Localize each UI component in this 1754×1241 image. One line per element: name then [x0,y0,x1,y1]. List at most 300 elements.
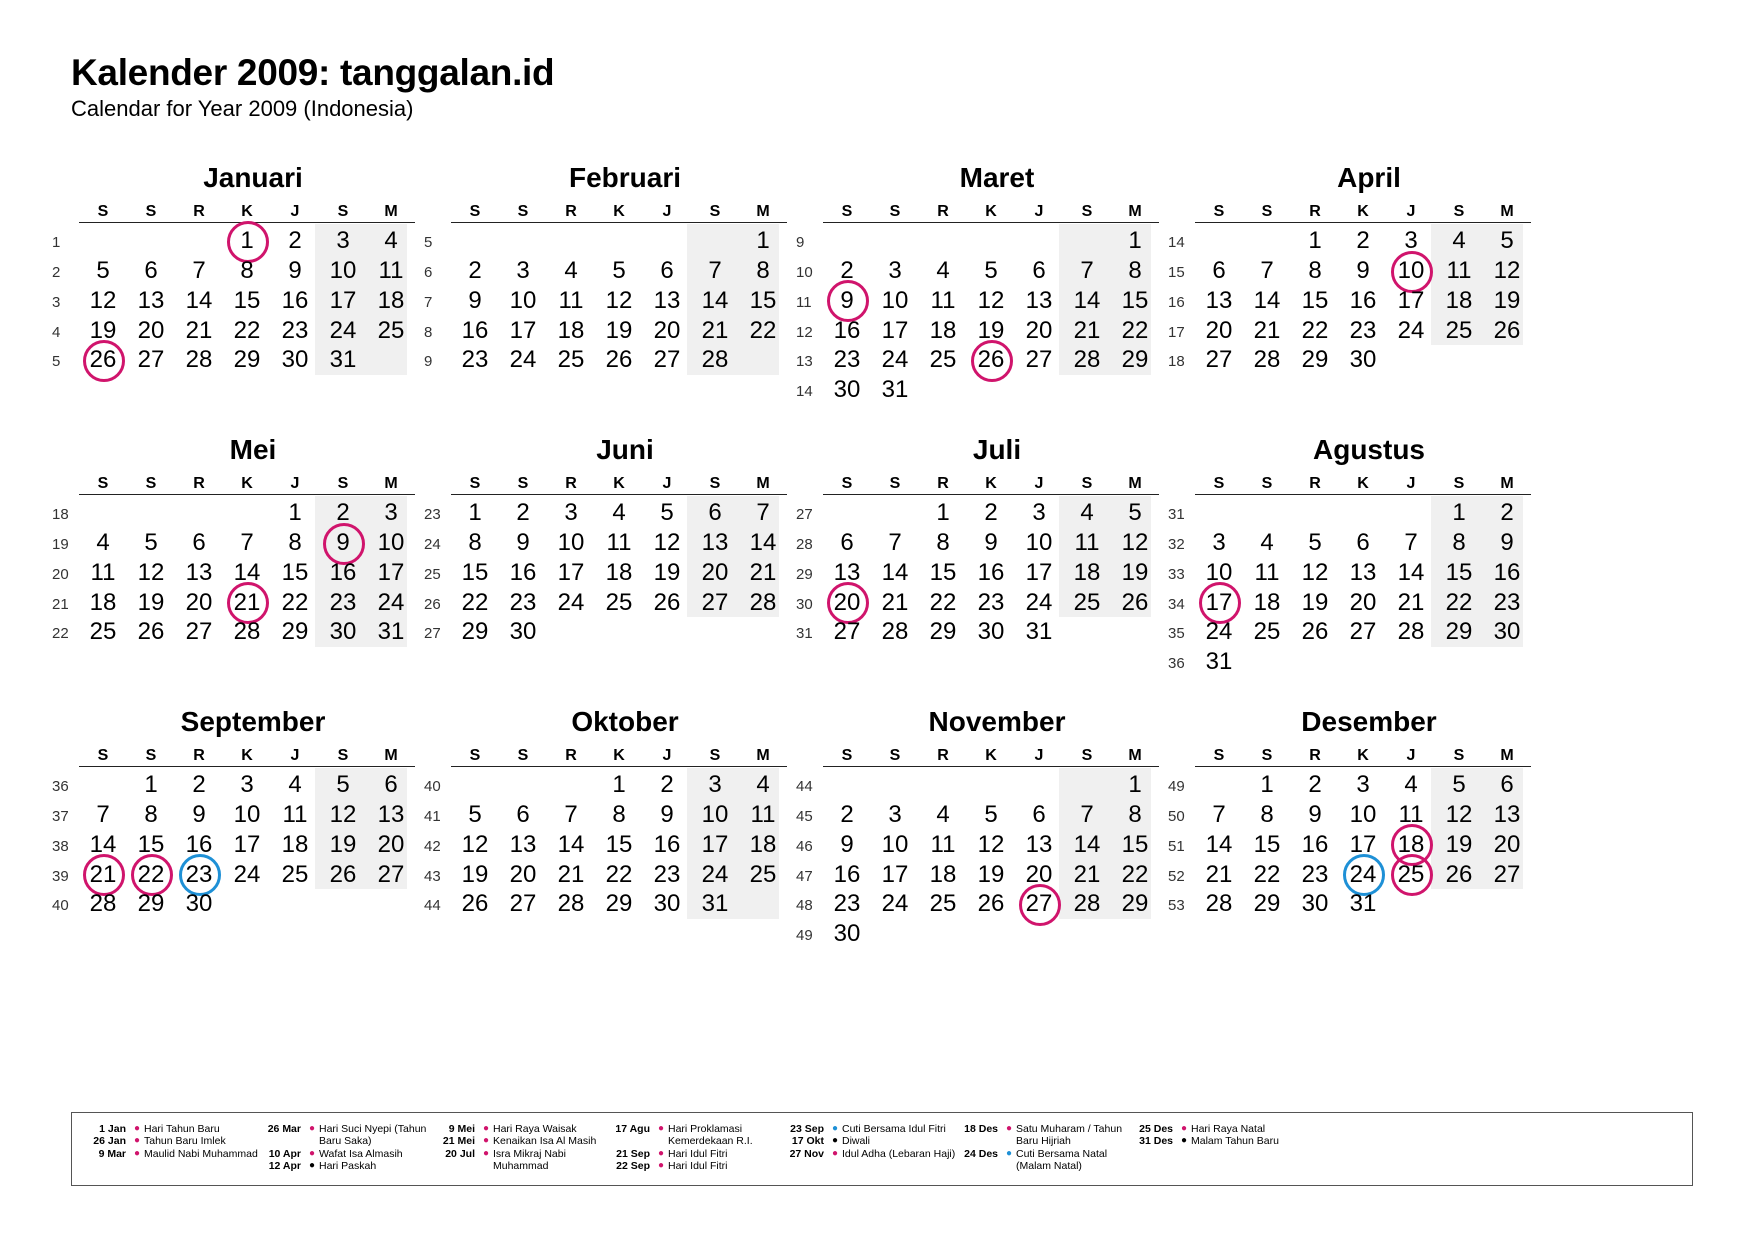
day-cell: 26 [1445,860,1473,888]
day-cell: 5 [96,257,110,285]
day-cell: 3 [888,801,902,829]
day-cell: 15 [749,286,777,314]
week-number: 17 [1168,323,1185,341]
week-row [47,224,467,258]
week-row [47,526,467,560]
day-cell: 12 [461,830,489,858]
week-number: 24 [424,536,441,554]
weekday-label: S [1453,203,1465,220]
day-cell: 31 [701,890,729,918]
weekday-label: K [241,203,253,220]
day-cell: 24 [329,316,357,344]
day-cell: 29 [137,890,165,918]
day-cell: 10 [1205,558,1233,586]
week-row [1163,496,1583,530]
day-cell: 16 [833,316,861,344]
day-cell: 29 [1445,618,1473,646]
day-cell: 14 [701,286,729,314]
day-cell: 18 [605,558,633,586]
week-number: 9 [796,234,805,252]
day-cell: 17 [557,558,585,586]
day-cell: 8 [756,257,770,285]
day-cell: 27 [1025,346,1053,374]
week-row [1163,343,1583,377]
week-number: 50 [1168,808,1185,826]
week-number: 16 [1168,293,1185,311]
day-cell: 20 [185,588,213,616]
legend-bullet-icon: ● [832,1123,839,1134]
legend-entry [429,1123,618,1135]
day-cell: 23 [1349,316,1377,344]
day-cell: 12 [977,830,1005,858]
day-cell: 23 [509,588,537,616]
day-cell: 14 [185,286,213,314]
legend-text: Isra Mikraj Nabi Muhammad [493,1147,566,1173]
day-cell: 12 [1301,558,1329,586]
legend-bullet-icon: ● [309,1123,316,1134]
week-number: 8 [424,323,433,341]
day-cell: 5 [1452,771,1466,799]
day-cell: 6 [660,257,674,285]
day-cell: 4 [612,499,626,527]
day-cell: 7 [708,257,722,285]
day-cell: 5 [612,257,626,285]
day-cell: 20 [701,558,729,586]
day-cell: 19 [1445,830,1473,858]
page-subtitle: Calendar for Year 2009 (Indonesia) [71,96,414,121]
weekday-label: R [565,747,577,764]
day-cell: 4 [384,227,398,255]
day-cell: 23 [977,588,1005,616]
day-cell: 21 [185,316,213,344]
legend-text: Hari Paskah [319,1160,377,1173]
month-name: Januari [203,162,303,193]
day-cell: 11 [750,801,776,829]
legend-text: Cuti Bersama Natal (Malam Natal) [1016,1147,1108,1173]
day-cell: 24 [233,860,261,888]
legend-entry [80,1148,269,1160]
week-row [419,585,839,619]
day-cell: 12 [137,558,165,586]
holiday-day-cell: 21 [223,586,271,619]
holiday-day-cell: 22 [127,858,175,891]
legend-bullet-icon: ● [832,1147,839,1159]
day-cell: 25 [281,860,309,888]
day-cell: 24 [881,346,909,374]
week-row [791,857,1211,891]
day-cell: 25 [605,588,633,616]
page-header [71,52,554,124]
week-row [1163,615,1583,649]
day-cell: 16 [833,860,861,888]
day-cell: 12 [1493,257,1521,285]
weekday-label: S [709,747,721,764]
day-cell: 6 [840,529,854,557]
day-cell: 7 [1260,257,1274,285]
day-cell: 3 [1356,771,1370,799]
day-cell: 22 [1301,316,1329,344]
weekday-label: M [1128,475,1142,492]
weekday-label: R [937,747,949,764]
day-cell: 9 [1356,257,1370,285]
day-cell: 5 [984,257,998,285]
day-cell: 18 [377,286,405,314]
week-row [1163,526,1583,560]
day-cell: 22 [1445,588,1473,616]
day-cell: 11 [1398,801,1424,829]
week-number: 36 [52,778,69,796]
day-cell: 4 [936,801,950,829]
weekday-header [823,474,1159,495]
weekday-label: J [1406,747,1416,764]
week-row [1163,768,1583,802]
day-cell: 26 [137,618,165,646]
weekday-label: R [937,203,949,220]
weekday-label: S [709,203,721,220]
week-number: 23 [424,506,441,524]
week-number: 45 [796,808,813,826]
legend-bullet-icon: ● [1006,1147,1013,1159]
weekday-label: S [97,475,109,492]
day-cell: 1 [144,771,158,799]
legend-bullet-icon: ● [1006,1123,1013,1134]
day-cell: 4 [936,257,950,285]
weekday-label: S [145,747,157,764]
day-cell: 15 [605,830,633,858]
legend-date: 9 Mar [98,1147,126,1160]
month-name: Juni [596,434,654,465]
weekday-label: K [613,475,625,492]
week-row [1163,224,1583,258]
holiday-day-cell: 20 [823,586,871,619]
legend-text: Hari Suci Nyepi (Tahun Baru Saka) [319,1123,427,1148]
weekday-label: S [841,475,853,492]
legend-column [255,1123,444,1173]
legend-bullet-icon: ● [658,1147,665,1159]
weekday-label: R [1309,475,1321,492]
week-number: 49 [796,927,813,945]
week-number: 53 [1168,897,1185,915]
week-number: 29 [796,565,813,583]
legend-entry [429,1135,618,1147]
day-cell: 29 [1121,890,1149,918]
day-cell: 8 [240,257,254,285]
week-row [791,343,1211,377]
weekday-label: J [1406,203,1416,220]
day-cell: 19 [1121,558,1149,586]
day-cell: 5 [1500,227,1514,255]
day-cell: 6 [384,771,398,799]
week-number: 14 [796,383,813,401]
day-cell: 9 [288,257,302,285]
weekday-label: S [1081,475,1093,492]
day-cell: 15 [1445,558,1473,586]
day-cell: 14 [881,558,909,586]
day-cell: 3 [516,257,530,285]
weekday-label: S [889,203,901,220]
day-cell: 16 [185,830,213,858]
day-cell: 7 [1212,801,1226,829]
legend-text: Satu Muharam / Tahun Baru Hijriah [1016,1123,1123,1148]
day-cell: 17 [377,558,405,586]
day-cell: 6 [1356,529,1370,557]
day-cell: 9 [468,286,482,314]
day-cell: 10 [377,529,405,557]
week-number: 42 [424,837,441,855]
week-row [1163,254,1583,288]
day-cell: 13 [509,830,537,858]
week-number: 19 [52,536,69,554]
day-cell: 26 [977,890,1005,918]
day-cell: 23 [281,316,309,344]
week-number: 39 [52,867,69,885]
week-number: 40 [424,778,441,796]
legend-column [1127,1123,1316,1148]
day-cell: 5 [336,771,350,799]
week-row [791,585,1211,619]
day-cell: 7 [240,529,254,557]
week-number: 7 [424,293,433,311]
weekday-header [823,746,1159,767]
day-cell: 4 [564,257,578,285]
day-cell: 1 [756,227,770,255]
day-cell: 10 [1025,529,1053,557]
week-number: 25 [424,565,441,583]
day-cell: 24 [701,860,729,888]
week-row [791,798,1211,832]
day-cell: 29 [281,618,309,646]
weekday-label: S [1453,747,1465,764]
day-cell: 22 [281,588,309,616]
day-cell: 21 [1073,860,1101,888]
day-cell: 16 [461,316,489,344]
day-cell: 19 [461,860,489,888]
weekday-label: S [1081,203,1093,220]
legend-bullet-icon: ● [658,1123,665,1134]
weekday-label: K [241,747,253,764]
holiday-day-cell: 17 [1195,586,1243,619]
week-number: 33 [1168,565,1185,583]
day-cell: 5 [468,801,482,829]
day-cell: 20 [1025,316,1053,344]
day-cell: 12 [977,286,1005,314]
day-cell: 23 [833,890,861,918]
day-cell: 29 [929,618,957,646]
weekday-label: S [709,475,721,492]
day-cell: 5 [1128,499,1142,527]
day-cell: 15 [281,558,309,586]
day-cell: 13 [653,286,681,314]
day-cell: 28 [1205,890,1233,918]
week-number: 1 [52,234,61,252]
week-number: 5 [52,353,61,371]
month-name: Agustus [1313,434,1425,465]
legend-column [952,1123,1141,1173]
day-cell: 25 [749,860,777,888]
week-row [1163,857,1583,891]
day-cell: 8 [1452,529,1466,557]
day-cell: 2 [516,499,530,527]
weekday-label: M [384,475,398,492]
day-cell: 17 [509,316,537,344]
day-cell: 25 [89,618,117,646]
day-cell: 8 [468,529,482,557]
day-cell: 1 [1128,227,1142,255]
month-name: Oktober [571,706,679,737]
day-cell: 25 [557,346,585,374]
day-cell: 19 [977,860,1005,888]
week-row [1163,645,1583,679]
day-cell: 4 [1260,529,1274,557]
legend-date: 21 Mei [442,1135,475,1148]
day-cell: 3 [1212,529,1226,557]
day-cell: 11 [930,830,956,858]
day-cell: 19 [329,830,357,858]
day-cell: 5 [984,801,998,829]
day-cell: 19 [1493,286,1521,314]
week-number: 27 [424,625,441,643]
day-cell: 21 [881,588,909,616]
legend-text: Hari Idul Fitri [668,1160,728,1173]
day-cell: 14 [233,558,261,586]
day-cell: 14 [1073,286,1101,314]
day-cell: 11 [1446,257,1472,285]
day-cell: 12 [653,529,681,557]
day-cell: 27 [701,588,729,616]
day-cell: 29 [1301,346,1329,374]
weekday-header [79,474,415,495]
weekday-label: S [469,203,481,220]
weekday-label: M [1128,747,1142,764]
holiday-day-cell: 27 [1015,887,1063,920]
month-name: Mei [229,434,277,465]
week-number: 6 [424,264,433,282]
day-cell: 2 [840,801,854,829]
week-row [419,615,839,649]
legend-date: 25 Des [1139,1123,1173,1135]
day-cell: 24 [509,346,537,374]
weekday-header [451,474,787,495]
day-cell: 23 [1493,588,1521,616]
week-number: 28 [796,536,813,554]
week-row [791,373,1211,407]
day-cell: 6 [144,257,158,285]
day-cell: 15 [1253,830,1281,858]
day-cell: 3 [888,257,902,285]
day-cell: 30 [329,618,357,646]
legend-entry [255,1160,444,1172]
weekday-label: M [1500,747,1514,764]
day-cell: 30 [1493,618,1521,646]
week-row [791,224,1211,258]
day-cell: 21 [557,860,585,888]
week-row [1163,585,1583,619]
day-cell: 15 [1301,286,1329,314]
weekday-label: R [937,475,949,492]
legend-date: 18 Des [964,1123,998,1135]
week-number: 5 [424,234,433,252]
day-cell: 28 [89,890,117,918]
weekday-label: J [662,475,672,492]
day-cell: 3 [384,499,398,527]
weekday-label: S [337,475,349,492]
legend-text: Hari Proklamasi Kemerdekaan R.I. [668,1123,753,1148]
legend-column [778,1123,967,1160]
week-number: 9 [424,353,433,371]
weekday-label: S [517,747,529,764]
week-row [791,768,1211,802]
legend-entry [1127,1123,1316,1135]
legend-column [80,1123,269,1160]
day-cell: 6 [1212,257,1226,285]
week-row [419,526,839,560]
legend-date: 31 Des [1139,1135,1173,1148]
weekday-label: S [97,203,109,220]
weekday-label: R [1309,747,1321,764]
week-row [47,585,467,619]
day-cell: 3 [1404,227,1418,255]
week-number: 12 [796,323,813,341]
day-cell: 5 [660,499,674,527]
week-number: 10 [796,264,813,282]
legend-date: 17 Agu [615,1123,650,1135]
legend-entry [778,1135,967,1147]
week-number: 20 [52,565,69,583]
day-cell: 6 [1500,771,1514,799]
legend-bullet-icon: ● [309,1147,316,1159]
day-cell: 23 [461,346,489,374]
day-cell: 21 [1073,316,1101,344]
day-cell: 17 [233,830,261,858]
day-cell: 11 [1254,558,1280,586]
legend-bullet-icon: ● [1181,1135,1188,1147]
week-row [1163,284,1583,318]
legend-bullet-icon: ● [309,1160,316,1172]
day-cell: 26 [461,890,489,918]
day-cell: 8 [144,801,158,829]
day-cell: 1 [1308,227,1322,255]
day-cell: 25 [1445,316,1473,344]
day-cell: 3 [240,771,254,799]
week-number: 52 [1168,867,1185,885]
day-cell: 14 [89,830,117,858]
day-cell: 17 [329,286,357,314]
week-number: 34 [1168,595,1185,613]
day-cell: 7 [756,499,770,527]
day-cell: 26 [1121,588,1149,616]
weekday-label: S [1453,475,1465,492]
day-cell: 4 [1452,227,1466,255]
week-number: 49 [1168,778,1185,796]
weekday-label: R [565,475,577,492]
day-cell: 4 [1404,771,1418,799]
day-cell: 27 [1349,618,1377,646]
day-cell: 23 [1301,860,1329,888]
legend-text: Wafat Isa Almasih [319,1147,403,1160]
day-cell: 2 [840,257,854,285]
day-cell: 20 [1349,588,1377,616]
day-cell: 15 [461,558,489,586]
day-cell: 16 [329,558,357,586]
weekday-label: M [1500,203,1514,220]
weekday-label: S [469,475,481,492]
week-number: 3 [52,293,61,311]
day-cell: 18 [929,860,957,888]
day-cell: 25 [1073,588,1101,616]
legend-entry [80,1135,269,1147]
day-cell: 27 [1493,860,1521,888]
week-row [47,254,467,288]
